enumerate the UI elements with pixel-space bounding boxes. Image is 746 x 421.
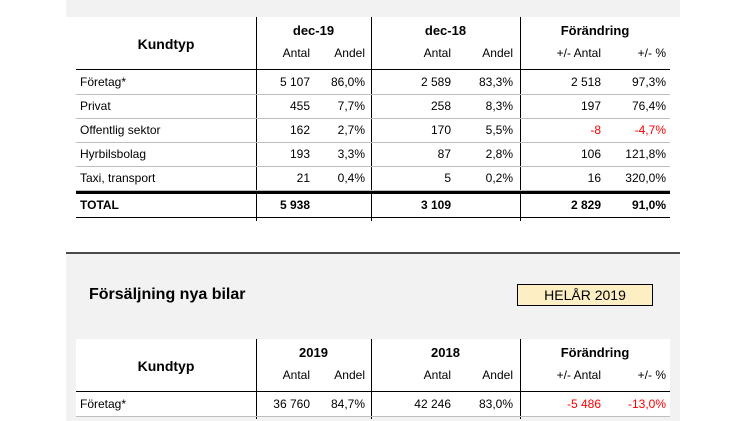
- cell-antal: 2 589: [420, 75, 451, 89]
- total-antal: 3 109: [420, 198, 451, 212]
- cell-antal: 42 246: [414, 397, 451, 411]
- table-row: [76, 143, 670, 167]
- cell-andel: 0,2%: [485, 171, 513, 185]
- total-pct: 91,0%: [631, 198, 666, 212]
- cell-andel: 8,3%: [485, 99, 513, 113]
- total-label: TOTAL: [80, 198, 119, 212]
- cell-antal: 5 107: [279, 75, 310, 89]
- table-header: [76, 339, 670, 393]
- cell-antal: 455: [289, 99, 310, 113]
- row-label: Hyrbilsbolag: [80, 147, 147, 161]
- customer-type-table-dec: [76, 17, 670, 218]
- cell-antal: 162: [289, 123, 310, 137]
- cell-andel: 86,0%: [330, 75, 365, 89]
- col-group-dec-18: dec-18: [424, 23, 467, 38]
- section-title: Försäljning nya bilar: [89, 286, 246, 303]
- cell-andel: 0,4%: [337, 171, 365, 185]
- row-label: Offentlig sektor: [80, 123, 161, 137]
- sub-header: +/- %: [637, 46, 666, 60]
- cell-diff: 106: [580, 147, 601, 161]
- kundtyp-header: Kundtyp: [137, 358, 195, 374]
- col-group-2019: 2019: [299, 345, 328, 360]
- row-label: Företag*: [80, 75, 127, 89]
- col-group-change: Förändring: [560, 345, 630, 360]
- cell-pct: 97,3%: [631, 75, 666, 89]
- cell-andel: 2,7%: [337, 123, 365, 137]
- row-label: Taxi, transport: [80, 171, 156, 185]
- cell-pct: 76,4%: [631, 99, 666, 113]
- cell-andel: 3,3%: [337, 147, 365, 161]
- table-header: [76, 17, 670, 71]
- col-group-2018: 2018: [431, 345, 460, 360]
- total-antal: 5 938: [279, 198, 310, 212]
- table-row: [76, 95, 670, 119]
- cell-andel: 2,8%: [485, 147, 513, 161]
- sub-header: +/- Antal: [556, 46, 601, 60]
- sub-header: Antal: [423, 368, 451, 382]
- sub-header: Andel: [482, 46, 513, 60]
- cell-antal: 170: [430, 123, 451, 137]
- sub-header: +/- %: [637, 368, 666, 382]
- col-group-dec-19: dec-19: [292, 23, 335, 38]
- sub-header: +/- Antal: [556, 368, 601, 382]
- row-label: Privat: [80, 99, 111, 113]
- cell-antal: 36 760: [273, 397, 310, 411]
- cell-pct: 121,8%: [625, 147, 666, 161]
- cell-antal: 193: [289, 147, 310, 161]
- table-row: [76, 119, 670, 143]
- cell-diff-negative: -5 486: [566, 397, 601, 411]
- cell-pct: 320,0%: [625, 171, 666, 185]
- table-row: [76, 71, 670, 95]
- cell-diff: 197: [580, 99, 601, 113]
- sub-header: Antal: [423, 46, 451, 60]
- cell-andel: 7,7%: [337, 99, 365, 113]
- total-diff: 2 829: [570, 198, 601, 212]
- cell-antal: 87: [437, 147, 451, 161]
- cell-pct-negative: -13,0%: [627, 397, 666, 411]
- cell-antal: 5: [444, 171, 451, 185]
- cell-andel: 84,7%: [330, 397, 365, 411]
- sub-header: Antal: [282, 46, 310, 60]
- total-row: [76, 191, 670, 218]
- cell-pct-negative: -4,7%: [634, 123, 666, 137]
- cell-antal: 21: [296, 171, 310, 185]
- cell-andel: 83,0%: [478, 397, 513, 411]
- sub-header: Antal: [282, 368, 310, 382]
- sub-header: Andel: [334, 368, 365, 382]
- top-band: [66, 0, 680, 17]
- sub-header: Andel: [334, 46, 365, 60]
- row-label: Företag*: [80, 397, 127, 411]
- sub-header: Andel: [482, 368, 513, 382]
- cell-diff: 2 518: [570, 75, 601, 89]
- cell-diff-negative: -8: [590, 123, 601, 137]
- kundtyp-header: Kundtyp: [137, 36, 195, 52]
- table-row: [76, 167, 670, 191]
- table-row: [76, 393, 670, 417]
- cell-diff: 16: [587, 171, 601, 185]
- cell-antal: 258: [430, 99, 451, 113]
- customer-type-table-year: [76, 339, 670, 417]
- col-group-change: Förändring: [560, 23, 630, 38]
- cell-andel: 83,3%: [478, 75, 513, 89]
- cell-andel: 5,5%: [485, 123, 513, 137]
- period-selector[interactable]: HELÅR 2019: [517, 284, 653, 306]
